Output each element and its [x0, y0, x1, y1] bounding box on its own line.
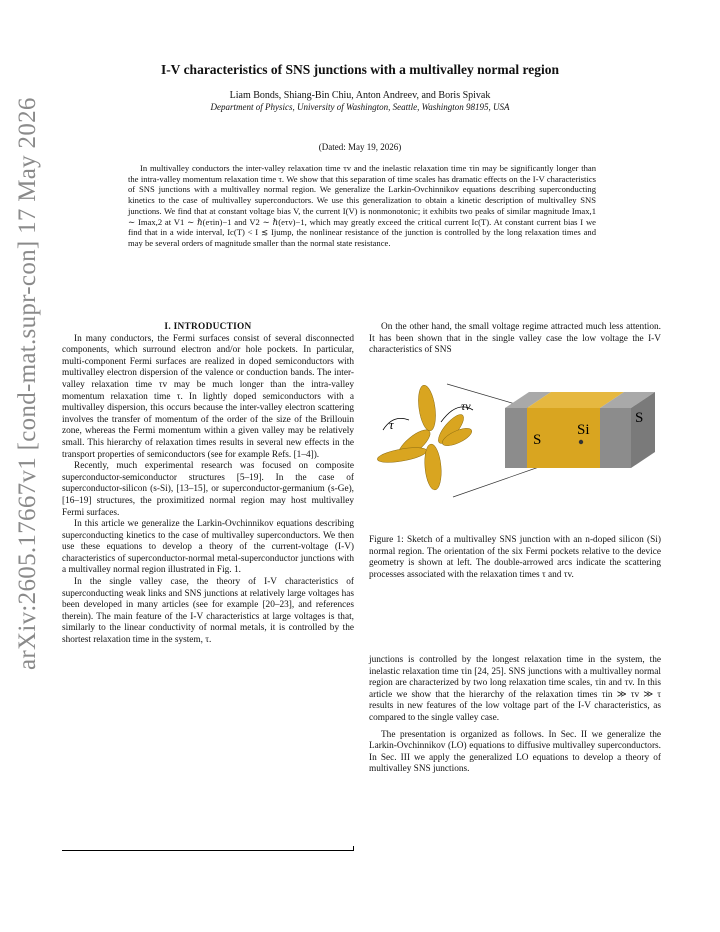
- right-column-top: [369, 322, 661, 357]
- date-line: (Dated: May 19, 2026): [318, 142, 402, 152]
- tau-label: τ: [389, 417, 394, 432]
- zoom-line-bottom: [453, 467, 539, 497]
- paragraph: Recently, much experimental research was focused on composite superconductor-semiconductor structures [5–19]. In the case of superconductor-silicon (s-Si), [13–15], or superconductor-germanium (s-Ge), [16–19] structures, the proximitized normal region may host multivalley Fermi surfaces.: [62, 461, 354, 518]
- section-heading-introduction: I. INTRODUCTION: [164, 322, 252, 332]
- left-column: [62, 322, 354, 647]
- right-column-bottom: [369, 655, 661, 776]
- pocket-ellipsoid: [416, 384, 438, 432]
- s-right-front: [600, 408, 631, 468]
- s-right-label: S: [635, 410, 644, 426]
- paragraph: In this article we generalize the Larkin-Ovchinnikov equations describing superconducting kinetics to the case of multivalley superconductors. We then use these equations to develop a theory of the current-voltage (I-V) characteristics of superconductor-normal metal-superconductor junctions with a multivalley normal region illustrated in Fig. 1.: [62, 519, 354, 576]
- paragraph: junctions is controlled by the longest relaxation time in the system, the inelastic relaxation time τin [24, 25]. SNS junctions with a multivalley normal region are characterized by two long relaxation time scales, τin and τv. In this article we show that the hierarchy of the relaxation times τin ≫ τv ≫ τ results in new features of the low voltage part of the I-V characteristics, as compared to the single valley case.: [369, 655, 661, 723]
- fermi-pockets: [376, 384, 474, 490]
- paragraph: On the other hand, the small voltage regime attracted much less attention. It has been shown that in the single valley case the low voltage the I-V characteristics of SNS: [369, 322, 661, 356]
- tau-arc: [383, 418, 409, 430]
- figure-caption: Figure 1: Sketch of a multivalley SNS junction with an n-doped silicon (Si) normal region. The orientation of the six Fermi pockets relative to the device geometry is shown at left. The double-arrowed arcs indicate the scattering processes associated with the relaxation times τ and τv.: [369, 535, 661, 580]
- footnote-rule-tick: [353, 846, 354, 851]
- abstract-text: In multivalley conductors the inter-valley relaxation time τv and the inelastic relaxation time τin may be significantly longer than the intra-valley momentum relaxation time τ. We show that this separation of time scales has dramatic effects on the I-V characteristics of SNS junctions with a multivalley normal region. We generalize the Larkin-Ovchinnikov equations describing superconducting kinetics to the case of multivalley superconductors. We use this generalization to obtain a kinetic description of multivalley SNS junctions. We find that at constant voltage bias V, the current I(V) is nonmonotonic; it exhibits two peaks of similar magnitude Imax,1 ∼ Imax,2 at V1 ∼ ℏ(eτin)−1 and V2 ∼ ℏ(eτv)−1, which may greatly exceed the critical current Ic(T). At constant current bias I we find that in a wide interval, Ic(T) < I ≲ Ijump, the nonlinear resistance of the junction is controlled by the long relaxation times and may be several orders of magnitude smaller than the normal state resistance.: [128, 163, 596, 248]
- tau-v-label: τv: [461, 399, 471, 413]
- footnote-rule: [62, 850, 354, 851]
- arxiv-stamp: arXiv:2605.17667v1 [cond-mat.supr-con] 17 May 2026: [14, 97, 41, 670]
- paragraph: In many conductors, the Fermi surfaces consist of several disconnected components, which surround electron and/or hole pockets. In particular, multi-component Fermi surfaces are realized in doped semiconductors with multivalley electron dispersion of the valence or conduction bands. The inter-valley relaxation time τv may be much longer than the intra-valley momentum relaxation time τ. In lightly doped semiconductors with a multivalley dispersion, this occurs because the inter-valley electron scattering involves the transfer of momentum of the order of the size of the Brillouin zone, whereas the Fermi momentum within a given valley may be relatively small. This hierarchy of relaxation times results in several new effects in the transport properties of semiconductors (see for example Refs. [1–4]).: [62, 333, 354, 460]
- author-list: Liam Bonds, Shiang-Bin Chiu, Anton Andreev, and Boris Spivak: [229, 90, 491, 101]
- affiliation: Department of Physics, University of Washington, Seattle, Washington 98195, USA: [210, 102, 510, 112]
- abstract: [128, 163, 596, 249]
- s-left-label: S: [533, 432, 542, 448]
- paragraph: In the single valley case, the theory of I-V characteristics of superconducting weak links and SNS junctions at relatively large voltages has been developed in many articles (see for example [20–23], and references therein). The main feature of the I-V characteristics at large voltages is that, similarly to the linear conductivity of normal metals, it is controlled by the shortest relaxation time in the system, τ.: [62, 577, 354, 646]
- si-label: Si: [577, 422, 590, 438]
- pocket-ellipsoid: [423, 443, 443, 490]
- paragraph: The presentation is organized as follows. In Sec. II we generalize the Larkin-Ovchinnikov (LO) equations to diffusive multivalley superconductors. In Sec. III we apply the generalized LO equations to develop a theory of multivalley SNS junctions.: [369, 729, 661, 775]
- s-left-front: [505, 408, 527, 468]
- figure-1-sketch: [369, 372, 661, 522]
- paper-title: I-V characteristics of SNS junctions with a multivalley normal region: [160, 62, 560, 77]
- focus-dot: [579, 440, 583, 444]
